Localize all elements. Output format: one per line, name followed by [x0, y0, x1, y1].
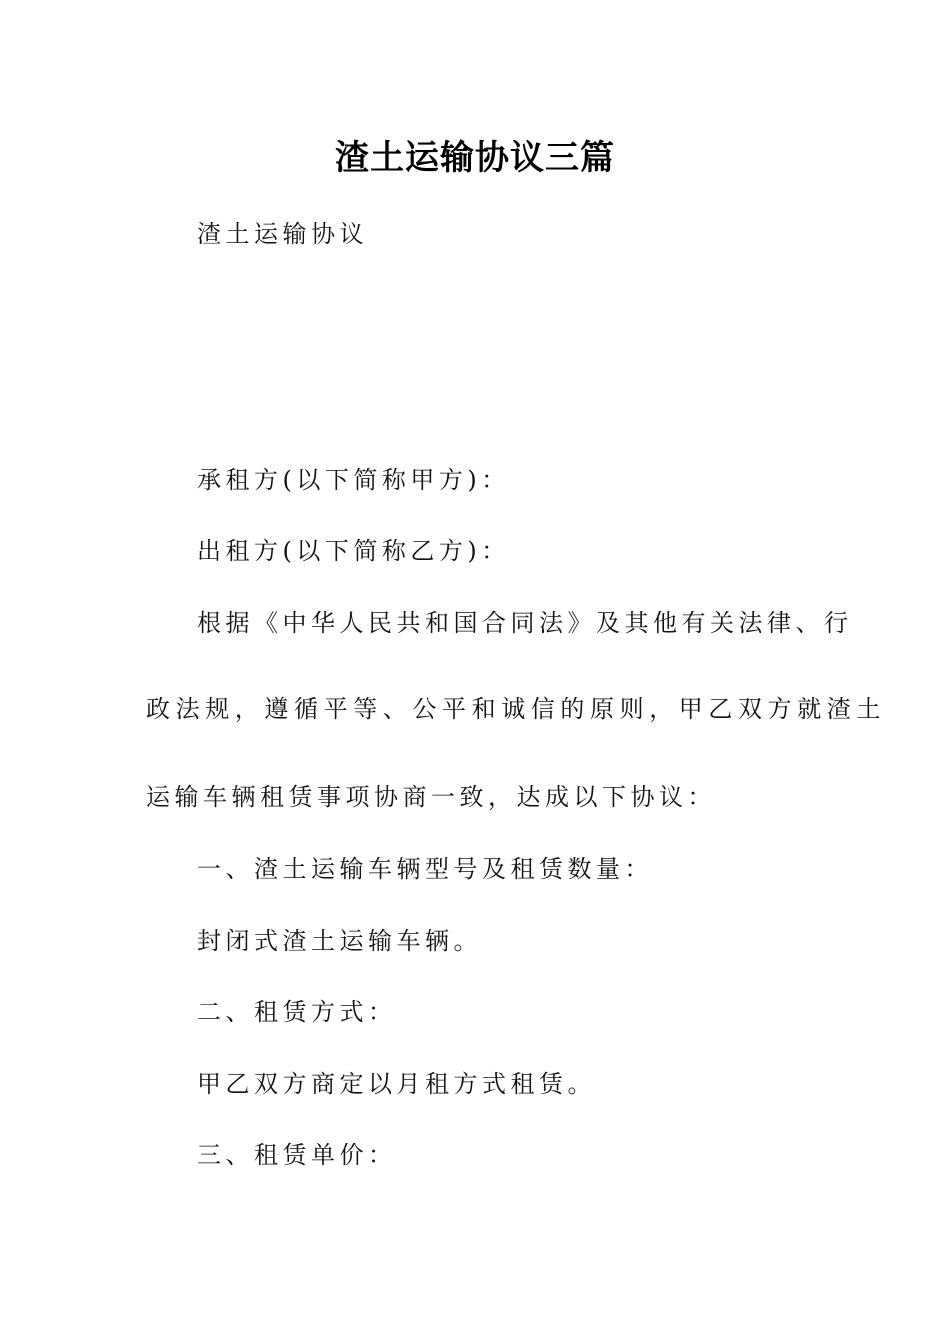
preamble-line-3: 运输车辆租赁事项协商一致，达成以下协议： [146, 783, 716, 811]
lessee-line: 承租方(以下简称甲方)： [197, 466, 510, 494]
document-subtitle: 渣土运输协议 [197, 220, 368, 248]
preamble-line-2: 政法规，遵循平等、公平和诚信的原则，甲乙双方就渣土 [146, 695, 886, 723]
lessor-line: 出租方(以下简称乙方)： [197, 537, 510, 565]
clause-2-text: 甲乙双方商定以月租方式租赁。 [197, 1070, 596, 1098]
clause-2-heading: 二、租赁方式： [197, 998, 397, 1026]
preamble-line-1: 根据《中华人民共和国合同法》及其他有关法律、行 [197, 609, 853, 637]
clause-1-text: 封闭式渣土运输车辆。 [197, 927, 482, 955]
document-title: 渣土运输协议三篇 [335, 138, 615, 178]
clause-1-heading: 一、渣土运输车辆型号及租赁数量： [197, 855, 653, 883]
clause-3-heading: 三、租赁单价： [197, 1141, 397, 1169]
